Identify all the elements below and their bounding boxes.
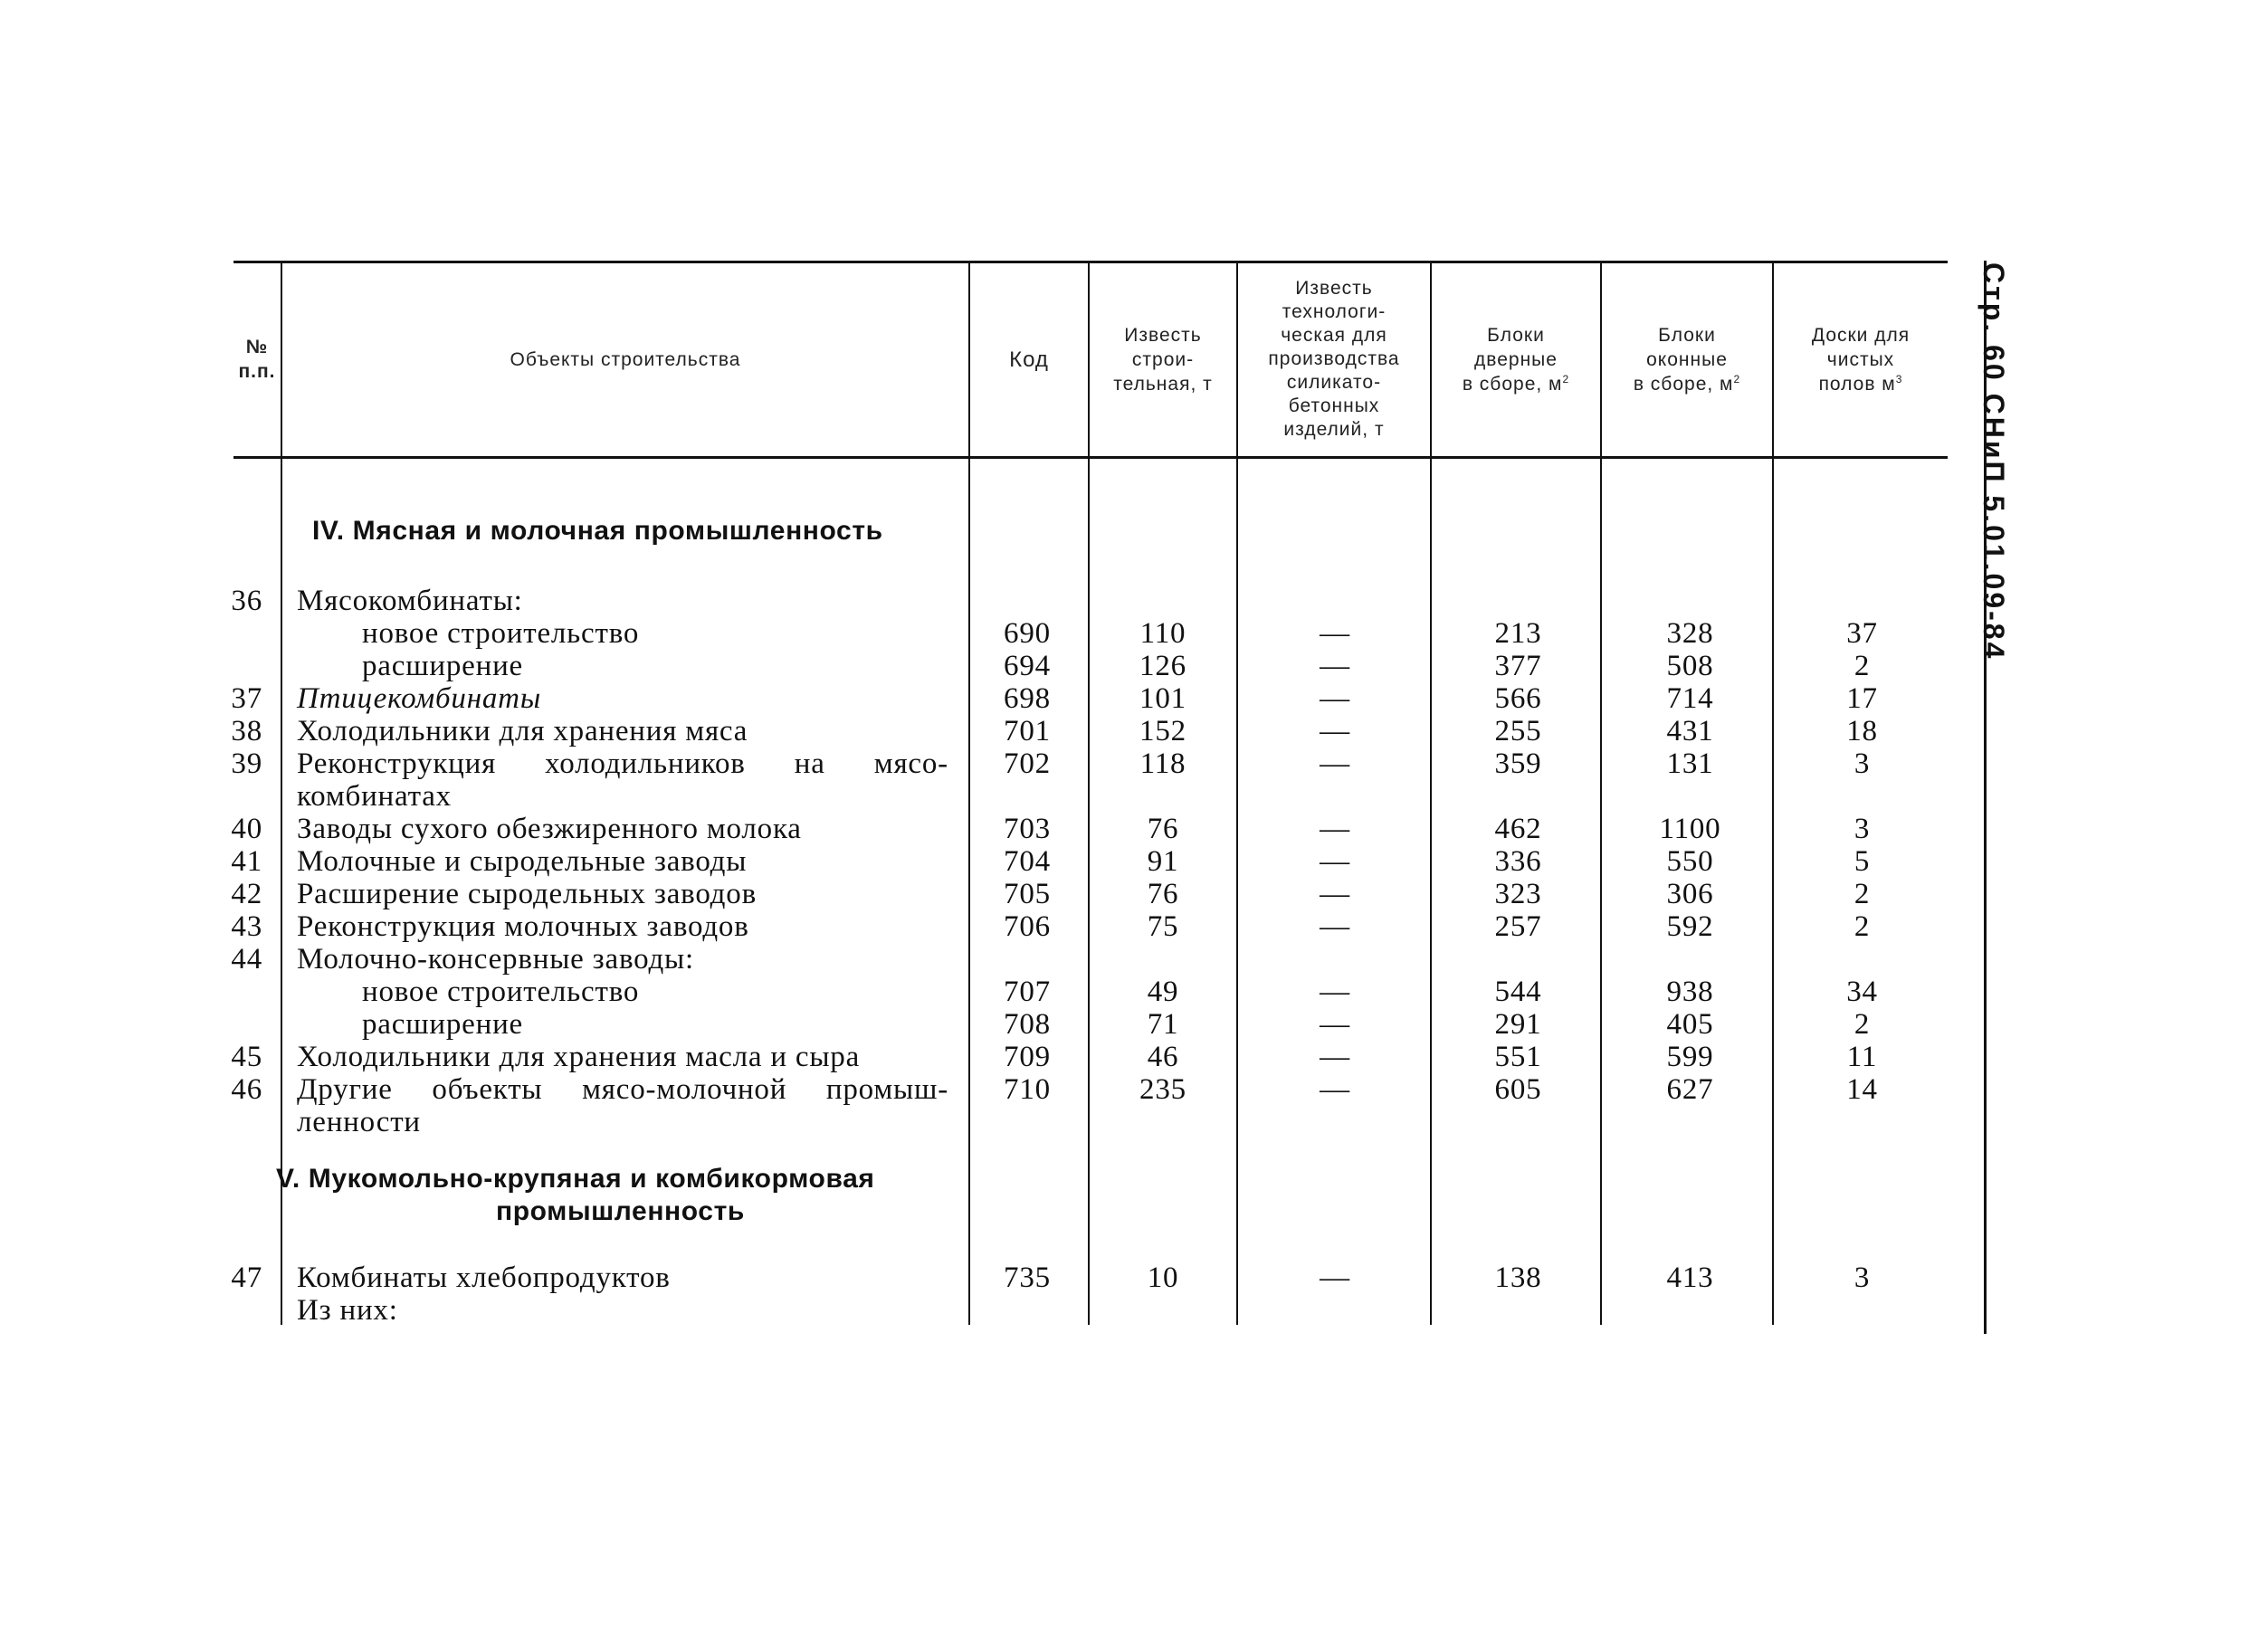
row-bloki-okonnye: 627 [1666, 1073, 1714, 1106]
row-izvest-tech: — [1320, 813, 1350, 845]
superscript: 2 [1562, 372, 1570, 386]
row-bloki-dvernye: 377 [1494, 650, 1542, 682]
header-bloki-okonnye [1602, 262, 1772, 456]
row-object-name: Другие объекты мясо-молочной промыш- [297, 1073, 948, 1106]
superscript: 2 [1733, 372, 1741, 386]
row-bloki-dvernye: 323 [1494, 878, 1542, 910]
row-object-name: комбинатах [297, 780, 452, 813]
row-izvest-tech: — [1320, 1261, 1350, 1294]
row-code: 701 [1004, 715, 1051, 747]
row-bloki-okonnye: 1100 [1659, 813, 1721, 845]
header-bloki-ok-line: Блоки [1658, 324, 1716, 346]
row-doski: 11 [1846, 1041, 1878, 1073]
row-object-name: Молочно-консервные заводы: [297, 943, 694, 976]
table-row [0, 1041, 2268, 1073]
row-number: 46 [231, 1073, 262, 1106]
row-number: 44 [231, 943, 262, 976]
table-row [0, 747, 2268, 780]
header-izv-tech-line: силикато- [1286, 372, 1382, 393]
row-bloki-dvernye: 605 [1494, 1073, 1542, 1106]
row-izvest-stroitelnaya: 235 [1139, 1073, 1186, 1106]
row-izvest-stroitelnaya: 10 [1147, 1261, 1179, 1294]
row-number: 39 [231, 747, 262, 780]
row-code: 704 [1004, 845, 1051, 878]
header-doski-unit: полов м [1818, 373, 1896, 395]
row-object-name: Молочные и сыродельные заводы [297, 845, 748, 878]
row-bloki-dvernye: 359 [1494, 747, 1542, 780]
header-izv-tech-line: изделий, т [1283, 419, 1385, 440]
row-bloki-okonnye: 550 [1666, 845, 1714, 878]
header-num-line-2: п.п. [238, 361, 276, 382]
row-object-name: Холодильники для хранения масла и сыра [297, 1041, 861, 1073]
table-header-rule [233, 456, 1948, 459]
row-object-name: Реконструкция холодильников на мясо- [297, 747, 948, 780]
row-number: 42 [231, 878, 262, 910]
row-object-name: ленности [297, 1106, 421, 1138]
row-object-name: расширение [362, 1008, 523, 1041]
row-code: 735 [1004, 1261, 1051, 1294]
row-bloki-dvernye: 213 [1494, 617, 1542, 650]
row-object-name: Расширение сыродельных заводов [297, 878, 757, 910]
table-row [0, 585, 2268, 617]
side-caption: Стр. 60 СНиП 5.01.09-84 [1977, 262, 2010, 662]
header-num-line-1: № [245, 337, 269, 357]
section-heading-v: V. Мукомольно-крупяная и комбикормовая [276, 1164, 875, 1194]
header-doski-line: чистых [1826, 348, 1895, 370]
section-heading-iv: IV. Мясная и молочная промышленность [312, 516, 883, 546]
superscript: 3 [1895, 372, 1903, 386]
header-bloki-dv-line: Блоки [1487, 324, 1545, 346]
row-izvest-tech: — [1320, 747, 1350, 780]
row-object-name: Заводы сухого обезжиренного молока [297, 813, 802, 845]
row-bloki-okonnye: 328 [1666, 617, 1714, 650]
row-number: 37 [231, 682, 262, 715]
row-code: 707 [1004, 976, 1051, 1008]
table-row [0, 813, 2268, 845]
header-code-label: Код [1009, 347, 1049, 372]
row-number: 47 [231, 1261, 262, 1294]
row-code: 708 [1004, 1008, 1051, 1041]
header-izv-tech-line: производства [1268, 348, 1400, 369]
row-izvest-tech: — [1320, 1073, 1350, 1106]
row-bloki-okonnye: 599 [1666, 1041, 1714, 1073]
header-izvest-tech [1238, 262, 1430, 456]
header-izv-tech-line: ческая для [1281, 325, 1387, 346]
row-izvest-tech: — [1320, 617, 1350, 650]
row-bloki-okonnye: 592 [1666, 910, 1714, 943]
row-bloki-dvernye: 138 [1494, 1261, 1542, 1294]
row-bloki-okonnye: 431 [1666, 715, 1714, 747]
row-izvest-tech: — [1320, 650, 1350, 682]
header-code [970, 262, 1088, 456]
row-doski: 37 [1846, 617, 1878, 650]
row-doski: 3 [1853, 747, 1871, 780]
row-bloki-okonnye: 508 [1666, 650, 1714, 682]
row-doski: 14 [1846, 1073, 1878, 1106]
row-izvest-stroitelnaya: 118 [1139, 747, 1186, 780]
table-row [0, 1261, 2268, 1294]
row-doski: 17 [1846, 682, 1878, 715]
table-row [0, 943, 2268, 976]
row-object-name: Комбинаты хлебопродуктов [297, 1261, 671, 1294]
table-row [0, 715, 2268, 747]
row-bloki-okonnye: 413 [1666, 1261, 1714, 1294]
section-heading-v-cont: промышленность [496, 1196, 745, 1226]
row-code: 690 [1004, 617, 1051, 650]
row-izvest-stroitelnaya: 76 [1147, 813, 1179, 845]
header-izv-tech-line: бетонных [1288, 395, 1380, 416]
header-izv-str-line: строи- [1131, 348, 1195, 370]
header-izv-tech-line: Известь [1295, 278, 1373, 299]
row-code: 703 [1004, 813, 1051, 845]
row-number: 40 [231, 813, 262, 845]
header-doski-line [1819, 372, 1903, 396]
row-izvest-stroitelnaya: 49 [1147, 976, 1179, 1008]
row-code: 706 [1004, 910, 1051, 943]
header-bloki-dvernye [1432, 262, 1600, 456]
row-doski: 3 [1853, 813, 1871, 845]
row-doski: 2 [1853, 1008, 1871, 1041]
header-izv-str-line: тельная, т [1113, 373, 1213, 395]
row-object-name: новое строительство [362, 617, 640, 650]
row-bloki-dvernye: 566 [1494, 682, 1542, 715]
row-izvest-stroitelnaya: 71 [1147, 1008, 1179, 1041]
row-number: 41 [231, 845, 262, 878]
row-izvest-stroitelnaya: 126 [1139, 650, 1186, 682]
table-row [0, 650, 2268, 682]
row-object-name: Мясокомбинаты: [297, 585, 523, 617]
row-number: 45 [231, 1041, 262, 1073]
row-number: 36 [231, 585, 262, 617]
header-objects-label: Объекты строительства [510, 348, 741, 370]
table-row [0, 617, 2268, 650]
row-bloki-okonnye: 714 [1666, 682, 1714, 715]
table-row [0, 845, 2268, 878]
row-doski: 18 [1846, 715, 1878, 747]
row-number: 43 [231, 910, 262, 943]
header-objects [282, 262, 968, 456]
row-code: 694 [1004, 650, 1051, 682]
row-izvest-tech: — [1320, 715, 1350, 747]
row-object-name: Из них: [297, 1294, 398, 1327]
header-bloki-ok-line: оконные [1646, 348, 1728, 370]
row-code: 705 [1004, 878, 1051, 910]
row-code: 710 [1004, 1073, 1051, 1106]
row-object-name: расширение [362, 650, 523, 682]
row-object-name: Реконструкция молочных заводов [297, 910, 749, 943]
table-row [0, 910, 2268, 943]
row-code: 698 [1004, 682, 1051, 715]
row-number: 38 [231, 715, 262, 747]
row-izvest-stroitelnaya: 101 [1139, 682, 1186, 715]
table-row [0, 1294, 2268, 1327]
header-izv-str-line: Известь [1124, 324, 1202, 346]
header-doski [1774, 262, 1948, 456]
row-izvest-tech: — [1320, 1008, 1350, 1041]
row-izvest-stroitelnaya: 110 [1139, 617, 1186, 650]
table-row [0, 780, 2268, 813]
row-izvest-tech: — [1320, 1041, 1350, 1073]
header-doski-line: Доски для [1811, 324, 1911, 346]
row-code: 702 [1004, 747, 1051, 780]
row-bloki-dvernye: 255 [1494, 715, 1542, 747]
row-izvest-stroitelnaya: 46 [1147, 1041, 1179, 1073]
row-izvest-tech: — [1320, 878, 1350, 910]
row-doski: 2 [1853, 910, 1871, 943]
row-izvest-stroitelnaya: 75 [1147, 910, 1179, 943]
row-bloki-okonnye: 306 [1666, 878, 1714, 910]
row-doski: 2 [1853, 878, 1871, 910]
row-bloki-dvernye: 544 [1494, 976, 1542, 1008]
header-izv-tech-line: технологи- [1282, 301, 1387, 322]
table-row [0, 682, 2268, 715]
row-bloki-dvernye: 257 [1494, 910, 1542, 943]
row-bloki-okonnye: 938 [1666, 976, 1714, 1008]
row-izvest-stroitelnaya: 152 [1139, 715, 1186, 747]
row-bloki-dvernye: 551 [1494, 1041, 1542, 1073]
header-bloki-dv-line [1463, 372, 1569, 396]
row-izvest-tech: — [1320, 910, 1350, 943]
row-izvest-stroitelnaya: 91 [1147, 845, 1179, 878]
table-row [0, 1008, 2268, 1041]
row-izvest-tech: — [1320, 682, 1350, 715]
row-izvest-tech: — [1320, 845, 1350, 878]
row-object-name: Холодильники для хранения мяса [297, 715, 748, 747]
row-bloki-dvernye: 462 [1494, 813, 1542, 845]
row-code: 709 [1004, 1041, 1051, 1073]
header-bloki-dv-line: дверные [1474, 348, 1558, 370]
row-doski: 34 [1846, 976, 1878, 1008]
table-row [0, 976, 2268, 1008]
row-doski: 2 [1853, 650, 1871, 682]
row-bloki-dvernye: 291 [1494, 1008, 1542, 1041]
header-bloki-ok-line [1634, 372, 1740, 396]
row-object-name: Птицекомбинаты [297, 682, 541, 715]
table-row [0, 1073, 2268, 1106]
row-izvest-tech: — [1320, 976, 1350, 1008]
table-row [0, 878, 2268, 910]
row-doski: 5 [1853, 845, 1871, 878]
row-doski: 3 [1853, 1261, 1871, 1294]
row-izvest-stroitelnaya: 76 [1147, 878, 1179, 910]
row-bloki-okonnye: 405 [1666, 1008, 1714, 1041]
row-bloki-okonnye: 131 [1666, 747, 1714, 780]
table-row [0, 1106, 2268, 1138]
row-object-name: новое строительство [362, 976, 640, 1008]
row-bloki-dvernye: 336 [1494, 845, 1542, 878]
header-num [233, 262, 281, 456]
header-izvest-stroitelnaya [1090, 262, 1236, 456]
header-bloki-ok-unit: в сборе, м [1633, 373, 1734, 395]
header-bloki-dv-unit: в сборе, м [1462, 373, 1563, 395]
